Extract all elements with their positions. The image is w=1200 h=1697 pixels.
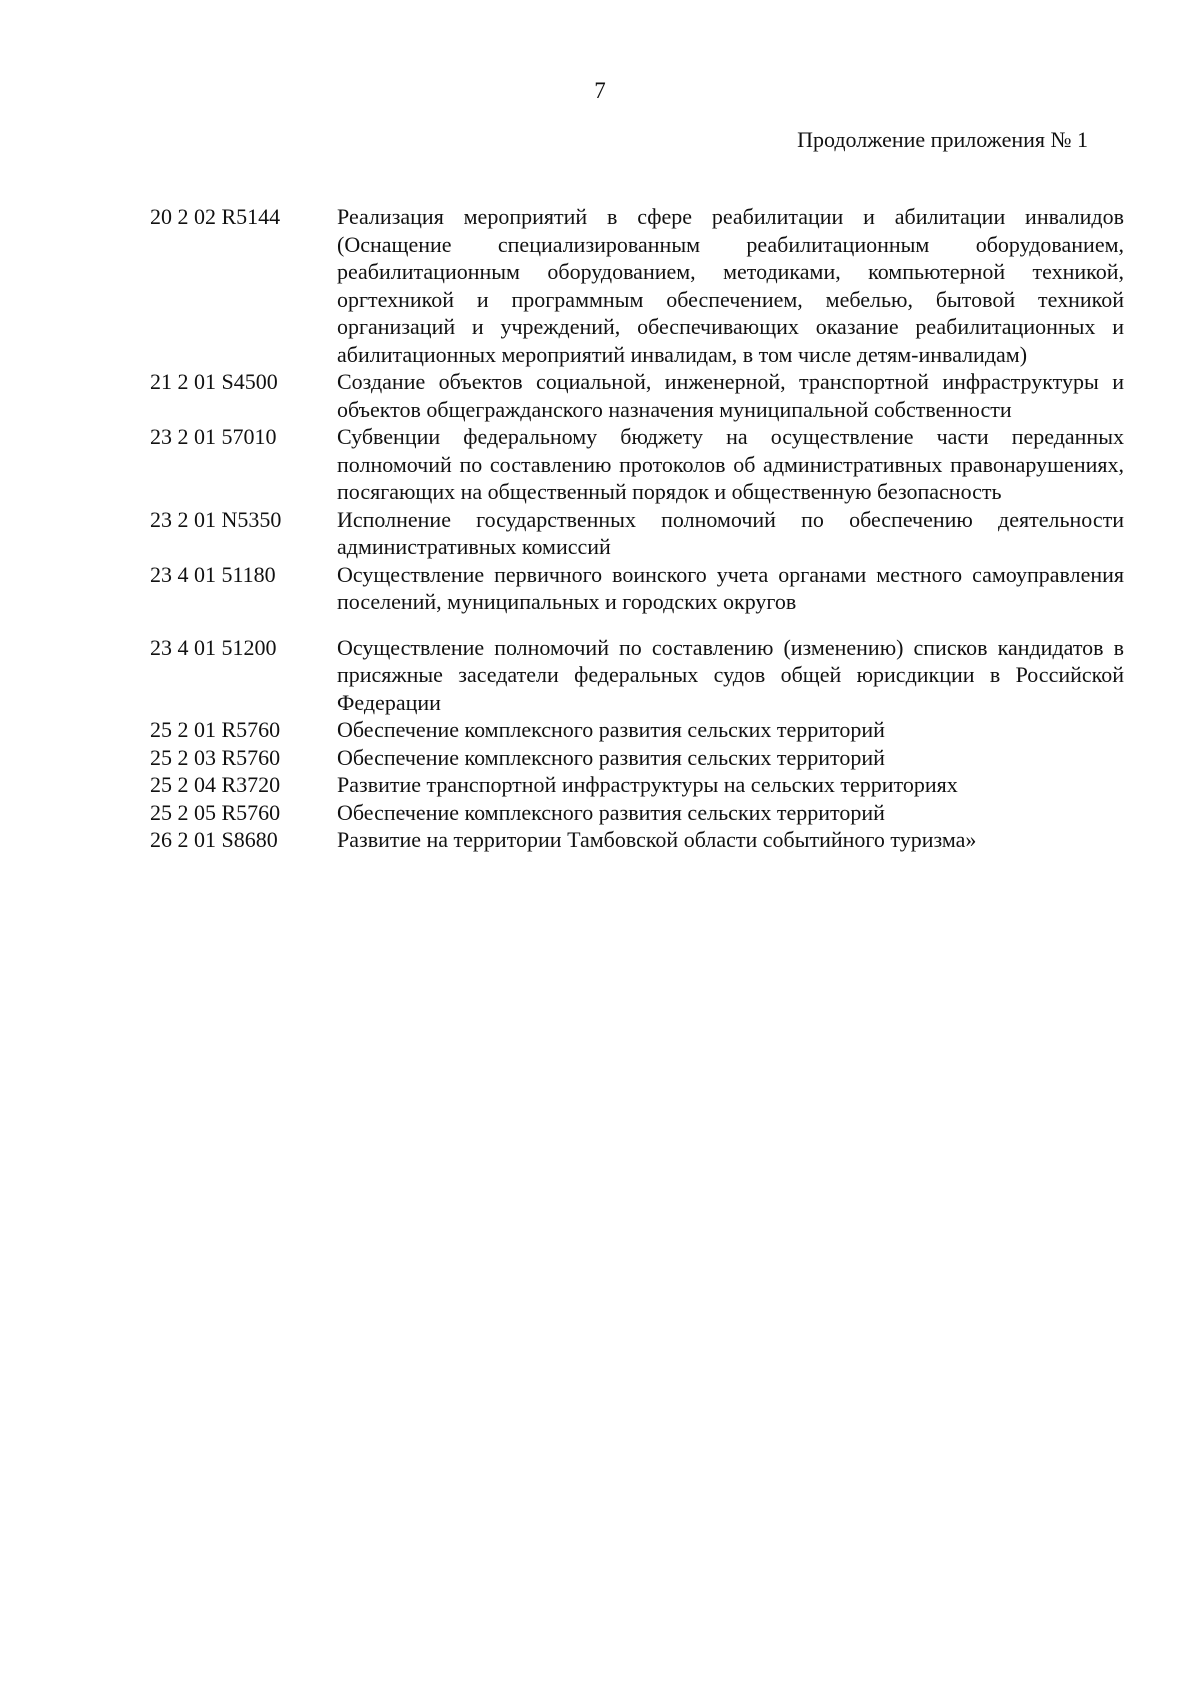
row-description: Обеспечение комплексного развития сельских территорий <box>337 717 885 742</box>
appendix-continuation-label: Продолжение приложения № 1 <box>797 127 1088 152</box>
row-description: Осуществление полномочий по составлению (изменению) списков кандидатов в присяжные заседатели федеральных судов общей юрисдикции в Российской Федерации <box>337 634 1124 715</box>
table-row <box>150 716 1124 744</box>
row-code: 21 2 01 S4500 <box>150 369 278 394</box>
table-row <box>150 368 1124 423</box>
row-description: Осуществление первичного воинского учета органами местного самоуправления поселений, муниципальных и городских округов <box>337 561 1124 614</box>
table-row <box>150 203 1124 368</box>
row-code: 23 4 01 51180 <box>150 561 276 587</box>
row-code: 25 2 03 R5760 <box>150 744 281 770</box>
row-code: 25 2 05 R5760 <box>150 799 281 825</box>
row-code: 25 2 04 R3720 <box>150 772 281 797</box>
row-code: 26 2 01 S8680 <box>150 827 278 852</box>
row-description: Обеспечение комплексного развития сельских территорий <box>337 744 885 770</box>
table-row <box>150 506 1124 561</box>
row-code: 25 2 01 R5760 <box>150 717 281 742</box>
table-row <box>150 744 1124 772</box>
code-table <box>150 203 1124 854</box>
row-code: 23 4 01 51200 <box>150 634 277 660</box>
row-description: Развитие на территории Тамбовской области событийного туризма» <box>337 827 977 852</box>
table-row <box>150 561 1124 616</box>
row-description: Реализация мероприятий в сфере реабилитации и абилитации инвалидов (Оснащение специализированным реабилитационным оборудованием, реабилитационным оборудованием, методиками, компьютерной техникой, оргтехникой и программным обеспечением, мебелью, бытовой техникой организаций и учреждений, обеспечивающих оказание реабилитационных и абилитационных мероприятий инвалидам, в том числе детям-инвалидам) <box>337 204 1124 367</box>
row-code: 23 2 01 N5350 <box>150 506 282 532</box>
table-row <box>150 799 1124 827</box>
table-row <box>150 423 1124 506</box>
row-code: 23 2 01 57010 <box>150 424 277 449</box>
row-description: Обеспечение комплексного развития сельских территорий <box>337 799 885 825</box>
table-row <box>150 634 1124 717</box>
row-description: Развитие транспортной инфраструктуры на сельских территориях <box>337 772 958 797</box>
table-row <box>150 771 1124 799</box>
row-description: Исполнение государственных полномочий по обеспечению деятельности административных комиссий <box>337 506 1124 559</box>
row-description: Создание объектов социальной, инженерной, транспортной инфраструктуры и объектов общегражданского назначения муниципальной собственности <box>337 369 1124 422</box>
row-code: 20 2 02 R5144 <box>150 204 281 229</box>
row-description: Субвенции федеральному бюджету на осуществление части переданных полномочий по составлению протоколов об административных правонарушениях, посягающих на общественный порядок и общественную безопасность <box>337 424 1124 504</box>
page-number: 7 <box>594 78 606 103</box>
table-row <box>150 826 1124 854</box>
